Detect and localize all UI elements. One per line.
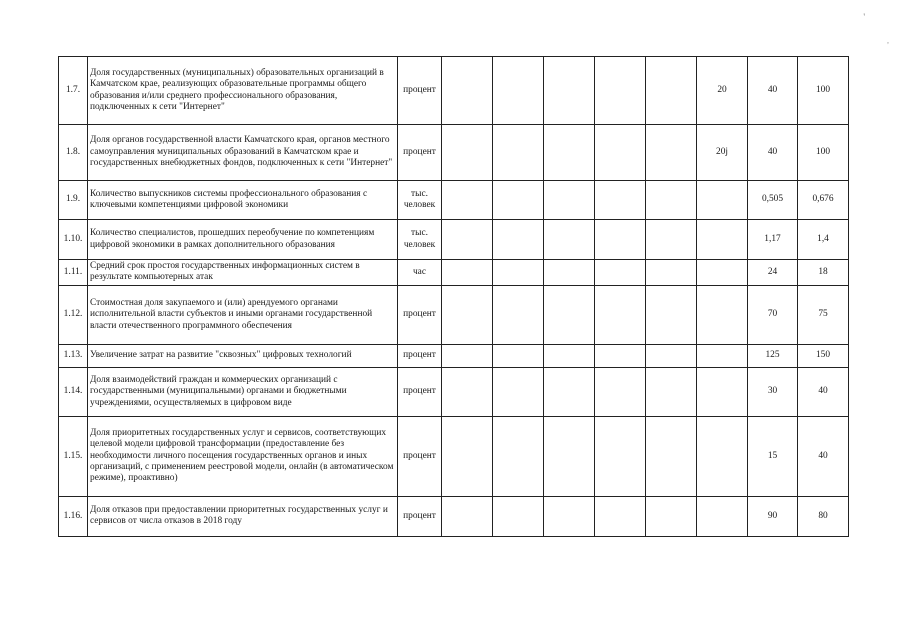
row-number: 1.9. [59, 181, 88, 220]
indicator-name: Средний срок простоя государственных информационных систем в результате компьютерных атак [88, 260, 398, 286]
table-row [59, 220, 849, 260]
value-cell [493, 260, 544, 286]
indicator-name: Стоимостная доля закупаемого и (или) арендуемого органами исполнительной власти субъектов и иными органами государственной власти отечественного программного обеспечения [88, 285, 398, 344]
value-cell [646, 181, 697, 220]
value-cell [697, 367, 748, 416]
value-cell [442, 181, 493, 220]
value-cell: 125 [748, 344, 798, 367]
unit-cell: час [398, 260, 442, 286]
value-cell [493, 416, 544, 496]
table-row [59, 416, 849, 496]
row-number: 1.16. [59, 496, 88, 536]
value-cell [442, 125, 493, 181]
table-body [59, 57, 849, 537]
value-cell [493, 285, 544, 344]
value-cell: 30 [748, 367, 798, 416]
value-cell [544, 416, 595, 496]
value-cell [697, 285, 748, 344]
table-row [59, 57, 849, 125]
value-cell [493, 57, 544, 125]
value-cell [595, 57, 646, 125]
value-cell [646, 57, 697, 125]
value-cell: 0,505 [748, 181, 798, 220]
unit-cell: процент [398, 285, 442, 344]
corner-mark: ' [863, 12, 865, 22]
value-cell [595, 181, 646, 220]
value-cell: 24 [748, 260, 798, 286]
unit-cell: тыс. человек [398, 220, 442, 260]
value-cell [595, 416, 646, 496]
table-row [59, 496, 849, 536]
value-cell [544, 260, 595, 286]
value-cell: 40 [748, 57, 798, 125]
value-cell [697, 496, 748, 536]
value-cell: 20 [697, 57, 748, 125]
value-cell [442, 496, 493, 536]
value-cell [697, 181, 748, 220]
value-cell [595, 260, 646, 286]
table-row [59, 367, 849, 416]
value-cell [493, 220, 544, 260]
row-number: 1.12. [59, 285, 88, 344]
indicator-name: Доля органов государственной власти Камчатского края, органов местного самоуправления муниципальных образований в Камчатском крае и государственных внебюджетных фондов, подключенных к сети "Интернет" [88, 125, 398, 181]
value-cell: 100 [798, 125, 849, 181]
value-cell [544, 181, 595, 220]
side-mark: , [887, 36, 889, 45]
value-cell [544, 496, 595, 536]
value-cell [442, 367, 493, 416]
value-cell [697, 220, 748, 260]
value-cell [442, 260, 493, 286]
table-row [59, 181, 849, 220]
value-cell [493, 181, 544, 220]
value-cell [493, 496, 544, 536]
value-cell: 150 [798, 344, 849, 367]
indicator-name: Доля государственных (муниципальных) образовательных организаций в Камчатском крае, реализующих образовательные программы общего образования и/или среднего профессионального образования, подключенных к сети "Интернет" [88, 57, 398, 125]
value-cell: 80 [798, 496, 849, 536]
row-number: 1.8. [59, 125, 88, 181]
indicator-name: Количество специалистов, прошедших переобучение по компетенциям цифровой экономики в рамках дополнительного образования [88, 220, 398, 260]
indicator-name: Количество выпускников системы профессионального образования с ключевыми компетенциями цифровой экономики [88, 181, 398, 220]
value-cell [442, 344, 493, 367]
row-number: 1.7. [59, 57, 88, 125]
value-cell [493, 125, 544, 181]
value-cell [442, 416, 493, 496]
value-cell: 100 [798, 57, 849, 125]
table-row [59, 125, 849, 181]
value-cell [697, 416, 748, 496]
value-cell [646, 220, 697, 260]
value-cell [442, 57, 493, 125]
value-cell [544, 125, 595, 181]
unit-cell: процент [398, 416, 442, 496]
value-cell [697, 344, 748, 367]
value-cell [544, 57, 595, 125]
value-cell [646, 260, 697, 286]
value-cell: 18 [798, 260, 849, 286]
row-number: 1.15. [59, 416, 88, 496]
row-number: 1.11. [59, 260, 88, 286]
value-cell [646, 367, 697, 416]
unit-cell: процент [398, 344, 442, 367]
value-cell [493, 367, 544, 416]
unit-cell: процент [398, 57, 442, 125]
value-cell [595, 344, 646, 367]
indicator-name: Доля отказов при предоставлении приоритетных государственных услуг и сервисов от числа отказов в 2018 году [88, 496, 398, 536]
value-cell [544, 367, 595, 416]
value-cell [493, 344, 544, 367]
value-cell [544, 344, 595, 367]
value-cell [646, 125, 697, 181]
value-cell [595, 220, 646, 260]
table-row [59, 344, 849, 367]
value-cell [595, 367, 646, 416]
value-cell [442, 285, 493, 344]
value-cell [697, 260, 748, 286]
value-cell: 1,17 [748, 220, 798, 260]
table-row [59, 260, 849, 286]
value-cell: 15 [748, 416, 798, 496]
value-cell: 0,676 [798, 181, 849, 220]
indicators-table [58, 56, 849, 537]
unit-cell: процент [398, 125, 442, 181]
value-cell [646, 496, 697, 536]
indicator-name: Увеличение затрат на развитие "сквозных" цифровых технологий [88, 344, 398, 367]
value-cell [544, 285, 595, 344]
value-cell: 90 [748, 496, 798, 536]
value-cell [595, 285, 646, 344]
table-row [59, 285, 849, 344]
value-cell [646, 416, 697, 496]
row-number: 1.14. [59, 367, 88, 416]
unit-cell: процент [398, 367, 442, 416]
value-cell: 1,4 [798, 220, 849, 260]
value-cell [646, 285, 697, 344]
value-cell: 70 [748, 285, 798, 344]
value-cell [646, 344, 697, 367]
unit-cell: тыс. человек [398, 181, 442, 220]
value-cell: 40 [748, 125, 798, 181]
value-cell [595, 125, 646, 181]
indicator-name: Доля приоритетных государственных услуг и сервисов, соответствующих целевой модели цифровой трансформации (предоставление без необходимости личного посещения государственных органов и иных организаций, с применением реестровой модели, онлайн (в автоматическом режиме), проактивно) [88, 416, 398, 496]
indicator-name: Доля взаимодействий граждан и коммерческих организаций с государственными (муниципальными) органами и бюджетными учреждениями, осуществляемых в цифровом виде [88, 367, 398, 416]
value-cell [595, 496, 646, 536]
value-cell: 40 [798, 367, 849, 416]
value-cell [442, 220, 493, 260]
row-number: 1.13. [59, 344, 88, 367]
row-number: 1.10. [59, 220, 88, 260]
value-cell: 75 [798, 285, 849, 344]
value-cell: 40 [798, 416, 849, 496]
value-cell [544, 220, 595, 260]
unit-cell: процент [398, 496, 442, 536]
value-cell: 20j [697, 125, 748, 181]
